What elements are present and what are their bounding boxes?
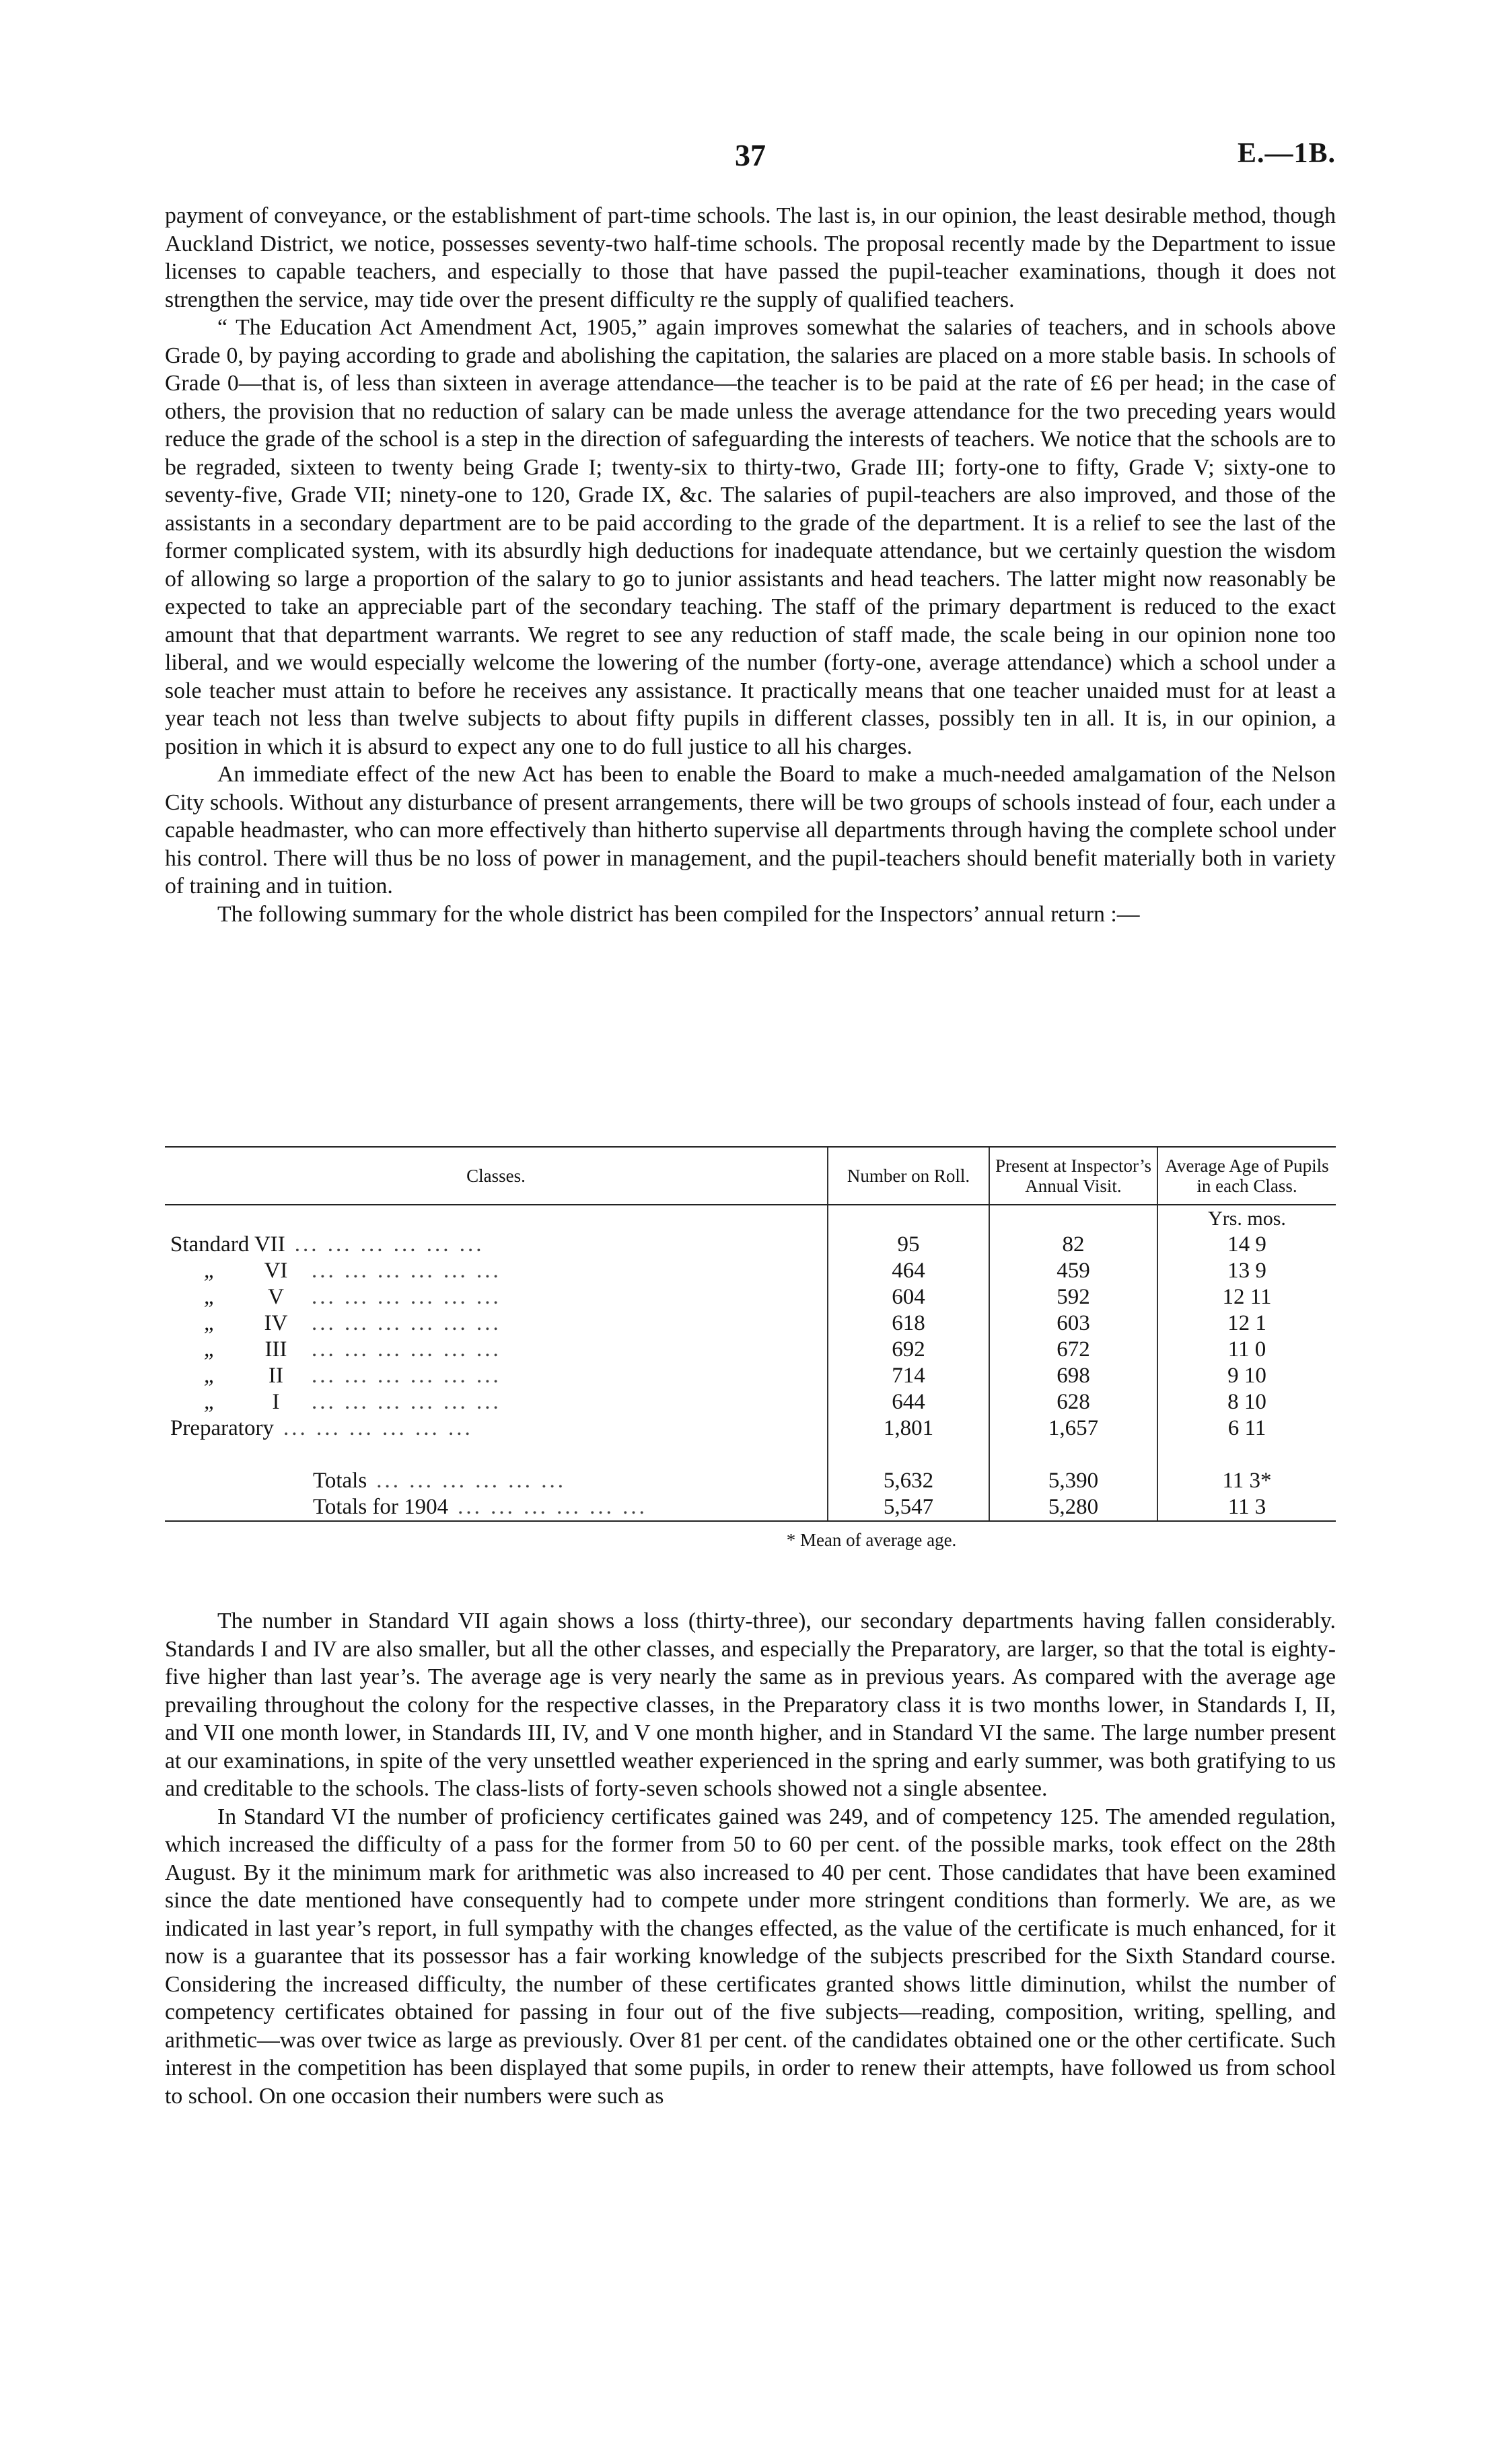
page-reference: E.—1B. [1237, 138, 1336, 169]
ditto-mark: „ [203, 1311, 217, 1335]
dot-leader: ... ... ... ... ... ... [283, 1416, 473, 1440]
units-row [165, 1205, 1336, 1232]
body-text-bottom [165, 1607, 1336, 2110]
ditto-mark: „ [203, 1285, 217, 1309]
class-label: Preparatory [170, 1416, 274, 1440]
roll-value: 5,632 [828, 1468, 989, 1494]
table-row [165, 1415, 1336, 1442]
present-value: 1,657 [989, 1415, 1157, 1442]
dot-leader: ... ... ... ... ... ... [312, 1311, 501, 1335]
class-label: I [272, 1390, 280, 1414]
totals-label: Totals [313, 1469, 367, 1493]
dot-leader: ... ... ... ... ... ... [294, 1232, 485, 1257]
age-value: 12 1 [1157, 1310, 1336, 1337]
paragraph: “ The Education Act Amendment Act, 1905,” again improves somewhat the salaries of teachers, and in schools above Grade 0, by paying according to grade and abolishing the capitation, the salaries are placed on a more stable basis. In schools of Grade 0—that is, of less than sixteen in average attendance—the teacher is to be paid at the rate of £6 per head; in the case of others, the provision that no reduction of salary can be made unless the average attendance for the two preceding years would reduce the grade of the school is a step in the direction of safeguarding the interests of teachers. We notice that the schools are to be regraded, sixteen to twenty being Grade I; twenty-six to thirty-two, Grade III; forty-one to fifty, Grade V; sixty-one to seventy-five, Grade VII; ninety-one to 120, Grade IX, &c. The salaries of pupil-teachers are also improved, and those of the assistants in a secondary department are to be paid according to the grade of the department. It is a relief to see the last of the former complicated system, with its absurdly high deductions for inadequate attendance, but we certainly question the wisdom of allowing so large a proportion of the salary to go to junior assistants and head teachers. The latter might now reasonably be expected to take an appreciable part of the secondary teaching. The staff of the primary department is reduced to the exact amount that that department warrants. We regret to see any reduction of staff made, the scale being in our opinion none too liberal, and we would especially welcome the lowering of the number (forty-one, average attendance) which a school under a sole teacher must attain to before he receives any assistance. It practically means that one teacher unaided must for at least a year teach not less than twelve subjects to about fifty pupils in different classes, possibly ten in all. It is, in our opinion, a position in which it is absurd to expect any one to do full justice to all his charges. [165, 315, 1336, 759]
paragraph: The following summary for the whole district has been compiled for the Inspectors’ annual return :— [217, 901, 1140, 927]
age-value: 13 9 [1157, 1258, 1336, 1284]
table-row [165, 1363, 1336, 1389]
roll-value: 5,547 [828, 1494, 989, 1521]
present-value: 5,390 [989, 1468, 1157, 1494]
dot-leader: ... ... ... ... ... ... [312, 1390, 501, 1414]
body-text-top [165, 202, 1336, 928]
present-value: 82 [989, 1232, 1157, 1258]
dot-leader: ... ... ... ... ... ... [312, 1364, 501, 1388]
class-label: VI [264, 1259, 288, 1283]
header-classes: Classes. [165, 1147, 828, 1205]
class-label: IV [264, 1311, 288, 1335]
table-row [165, 1337, 1336, 1363]
table-row [165, 1310, 1336, 1337]
dot-leader: ... ... ... ... ... ... [312, 1285, 501, 1309]
table-row [165, 1389, 1336, 1415]
spacer-row [165, 1442, 1336, 1468]
age-value: 8 10 [1157, 1389, 1336, 1415]
totals-row [165, 1468, 1336, 1494]
class-label: Standard VII [170, 1232, 285, 1257]
present-value: 672 [989, 1337, 1157, 1363]
roll-value: 604 [828, 1284, 989, 1310]
age-units: Yrs. mos. [1157, 1205, 1336, 1232]
table-footnote: * Mean of average age. [786, 1530, 957, 1550]
roll-value: 692 [828, 1337, 989, 1363]
present-value: 5,280 [989, 1494, 1157, 1521]
page-header [165, 137, 1336, 178]
dot-leader: ... ... ... ... ... ... [458, 1495, 647, 1519]
header-roll: Number on Roll. [828, 1147, 989, 1205]
paragraph: The number in Standard VII again shows a loss (thirty-three), our secondary departments having fallen considerably. Standards I and IV are also smaller, but all the other classes, and especially the Preparatory, are larger, so that the total is eighty-five higher than last year’s. The average age is very nearly the same as in previous years. As compared with the average age prevailing throughout the colony for the respective classes, in the Preparatory class it is two months lower, in Standards I, II, and VII one month lower, in Standards III, IV, and V one month higher, and in Standard VI the same. The large number present at our examinations, in spite of the very unsettled weather experienced in the spring and early summer, was both gratifying to us and creditable to the schools. The class-lists of forty-seven schools showed not a single absentee. [165, 1609, 1336, 1801]
present-value: 459 [989, 1258, 1157, 1284]
summary-table [165, 1146, 1336, 1522]
header-age: Average Age of Pupils in each Class. [1157, 1147, 1336, 1205]
paragraph: payment of conveyance, or the establishment of part-time schools. The last is, in our opinion, the least desirable method, though Auckland District, we notice, possesses seventy-two half-time schools. The proposal recently made by the Department to issue licenses to capable teachers, and especially to those that have passed the pupil-teacher examinations, though it does not strengthen the service, may tide over the present difficulty re the supply of qualified teachers. [165, 203, 1336, 312]
roll-value: 618 [828, 1310, 989, 1337]
ditto-mark: „ [203, 1259, 217, 1283]
paragraph: In Standard VI the number of proficiency certificates gained was 249, and of competency 125. The amended regulation, which increased the difficulty of a pass for the former from 50 to 60 per cent. of the possible marks, took effect on the 28th August. By it the minimum mark for arithmetic was also increased to 40 per cent. Those candidates that have been examined since the date mentioned have consequently had to compete under more stringent conditions than formerly. We are, as we indicated in last year’s report, in full sympathy with the changes effected, as the value of the certificate is much enhanced, for it now is a guarantee that its possessor has a fair working knowledge of the subjects prescribed for the Sixth Standard course. Considering the increased difficulty, the number of these certificates granted shows little diminution, whilst the number of competency certificates obtained for passing in four out of the five subjects—reading, composition, writing, spelling, and arithmetic—was over twice as large as previously. Over 81 per cent. of the candidates obtained one or the other certificate. Such interest in the competition has been displayed that some pupils, in order to renew their attempts, have followed us from school to school. On one occasion their numbers were such as [165, 1804, 1336, 2109]
roll-value: 714 [828, 1363, 989, 1389]
age-value: 12 11 [1157, 1284, 1336, 1310]
present-value: 628 [989, 1389, 1157, 1415]
dot-leader: ... ... ... ... ... ... [376, 1469, 566, 1493]
dot-leader: ... ... ... ... ... ... [312, 1337, 501, 1362]
class-label: II [269, 1364, 283, 1388]
table-row [165, 1232, 1336, 1258]
header-present: Present at Inspector’s Annual Visit. [989, 1147, 1157, 1205]
ditto-mark: „ [203, 1364, 217, 1388]
roll-value: 1,801 [828, 1415, 989, 1442]
summary-table-section [165, 1146, 1336, 1577]
table-row [165, 1258, 1336, 1284]
age-value: 14 9 [1157, 1232, 1336, 1258]
ditto-mark: „ [203, 1390, 217, 1414]
ditto-mark: „ [203, 1337, 217, 1362]
age-value: 6 11 [1157, 1415, 1336, 1442]
present-value: 592 [989, 1284, 1157, 1310]
age-value: 11 3* [1157, 1468, 1336, 1494]
roll-value: 464 [828, 1258, 989, 1284]
dot-leader: ... ... ... ... ... ... [312, 1259, 501, 1283]
roll-value: 95 [828, 1232, 989, 1258]
age-value: 11 3 [1157, 1494, 1336, 1521]
present-value: 698 [989, 1363, 1157, 1389]
totals-label: Totals for 1904 [313, 1495, 449, 1519]
age-value: 9 10 [1157, 1363, 1336, 1389]
table-row [165, 1284, 1336, 1310]
page-number: 37 [735, 138, 766, 172]
paragraph: An immediate effect of the new Act has been to enable the Board to make a much-needed amalgamation of the Nelson City schools. Without any disturbance of present arrangements, there will be two groups of schools instead of four, each under a capable headmaster, who can more effectively than hitherto supervise all departments through having the complete school under his control. There will thus be no loss of power in management, and the pupil-teachers should benefit materially both in variety of training and in tuition. [165, 762, 1336, 899]
totals-row [165, 1494, 1336, 1521]
class-label: III [264, 1337, 287, 1362]
roll-value: 644 [828, 1389, 989, 1415]
class-label: V [268, 1285, 284, 1309]
present-value: 603 [989, 1310, 1157, 1337]
age-value: 11 0 [1157, 1337, 1336, 1363]
table-header-row [165, 1147, 1336, 1205]
